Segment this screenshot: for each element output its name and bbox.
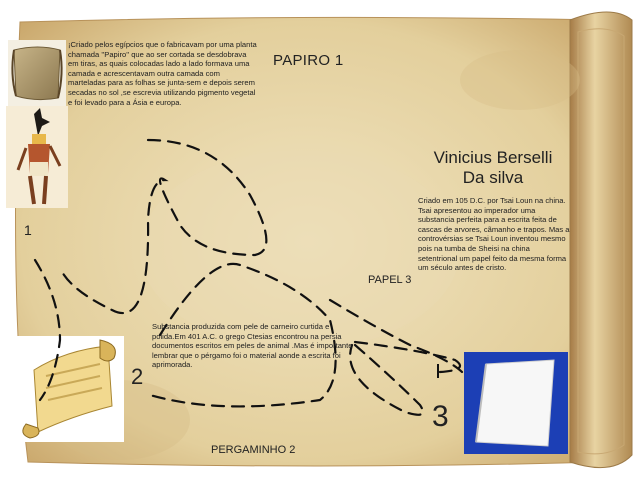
parchment-scroll-image [16,336,124,442]
papiro-title: PAPIRO 1 [273,52,344,69]
papiro-description: ¡Criado pelos egípcios que o fabricavam por uma planta chamada ''Papiro'' que ao ser cortada se desdobrava em tiras, as quais colocadas lado a lado formava uma camada e acrescentavam outra camada com marteladas para as folhas se junta-sem e depois serem secadas no sol ,se escrevia utilizando pigmento vegetal e foi levado para a Ásia e europa. [68,40,257,107]
papel-title: PAPEL 3 [368,274,412,286]
number-3: 3 [432,400,449,433]
anubis-figure-image [6,106,68,208]
pergaminho-description: Substancia produzida com pele de carneiro curtida e polida.Em 401 A.C. o grego Ctesias encontrou na persia documentos escritos em peles de animal .Mas é importante lembrar que o pérgamo foi o material aonde a escrita foi aprimorada. [152,322,353,370]
papel-description: Criado em 105 D.C. por Tsai Loun na china. Tsai apresentou ao imperador uma substancia perfeita para a escrita feita de cascas de arvores, cãmanho e trapos. Mas a controvérsias se Tsai Loun inventou mesmo pois na tumba de Sheisi na china setentrional um papel feito da mesma forma um século antes de cristo. [418,196,570,273]
author-name: Vinicius Berselli Da silva [433,148,553,187]
number-1: 1 [24,222,32,238]
pergaminho-title: PERGAMINHO 2 [211,444,296,456]
number-2: 2 [131,364,144,389]
papyrus-scroll-image [8,40,66,106]
paper-sheet-image [464,352,568,454]
